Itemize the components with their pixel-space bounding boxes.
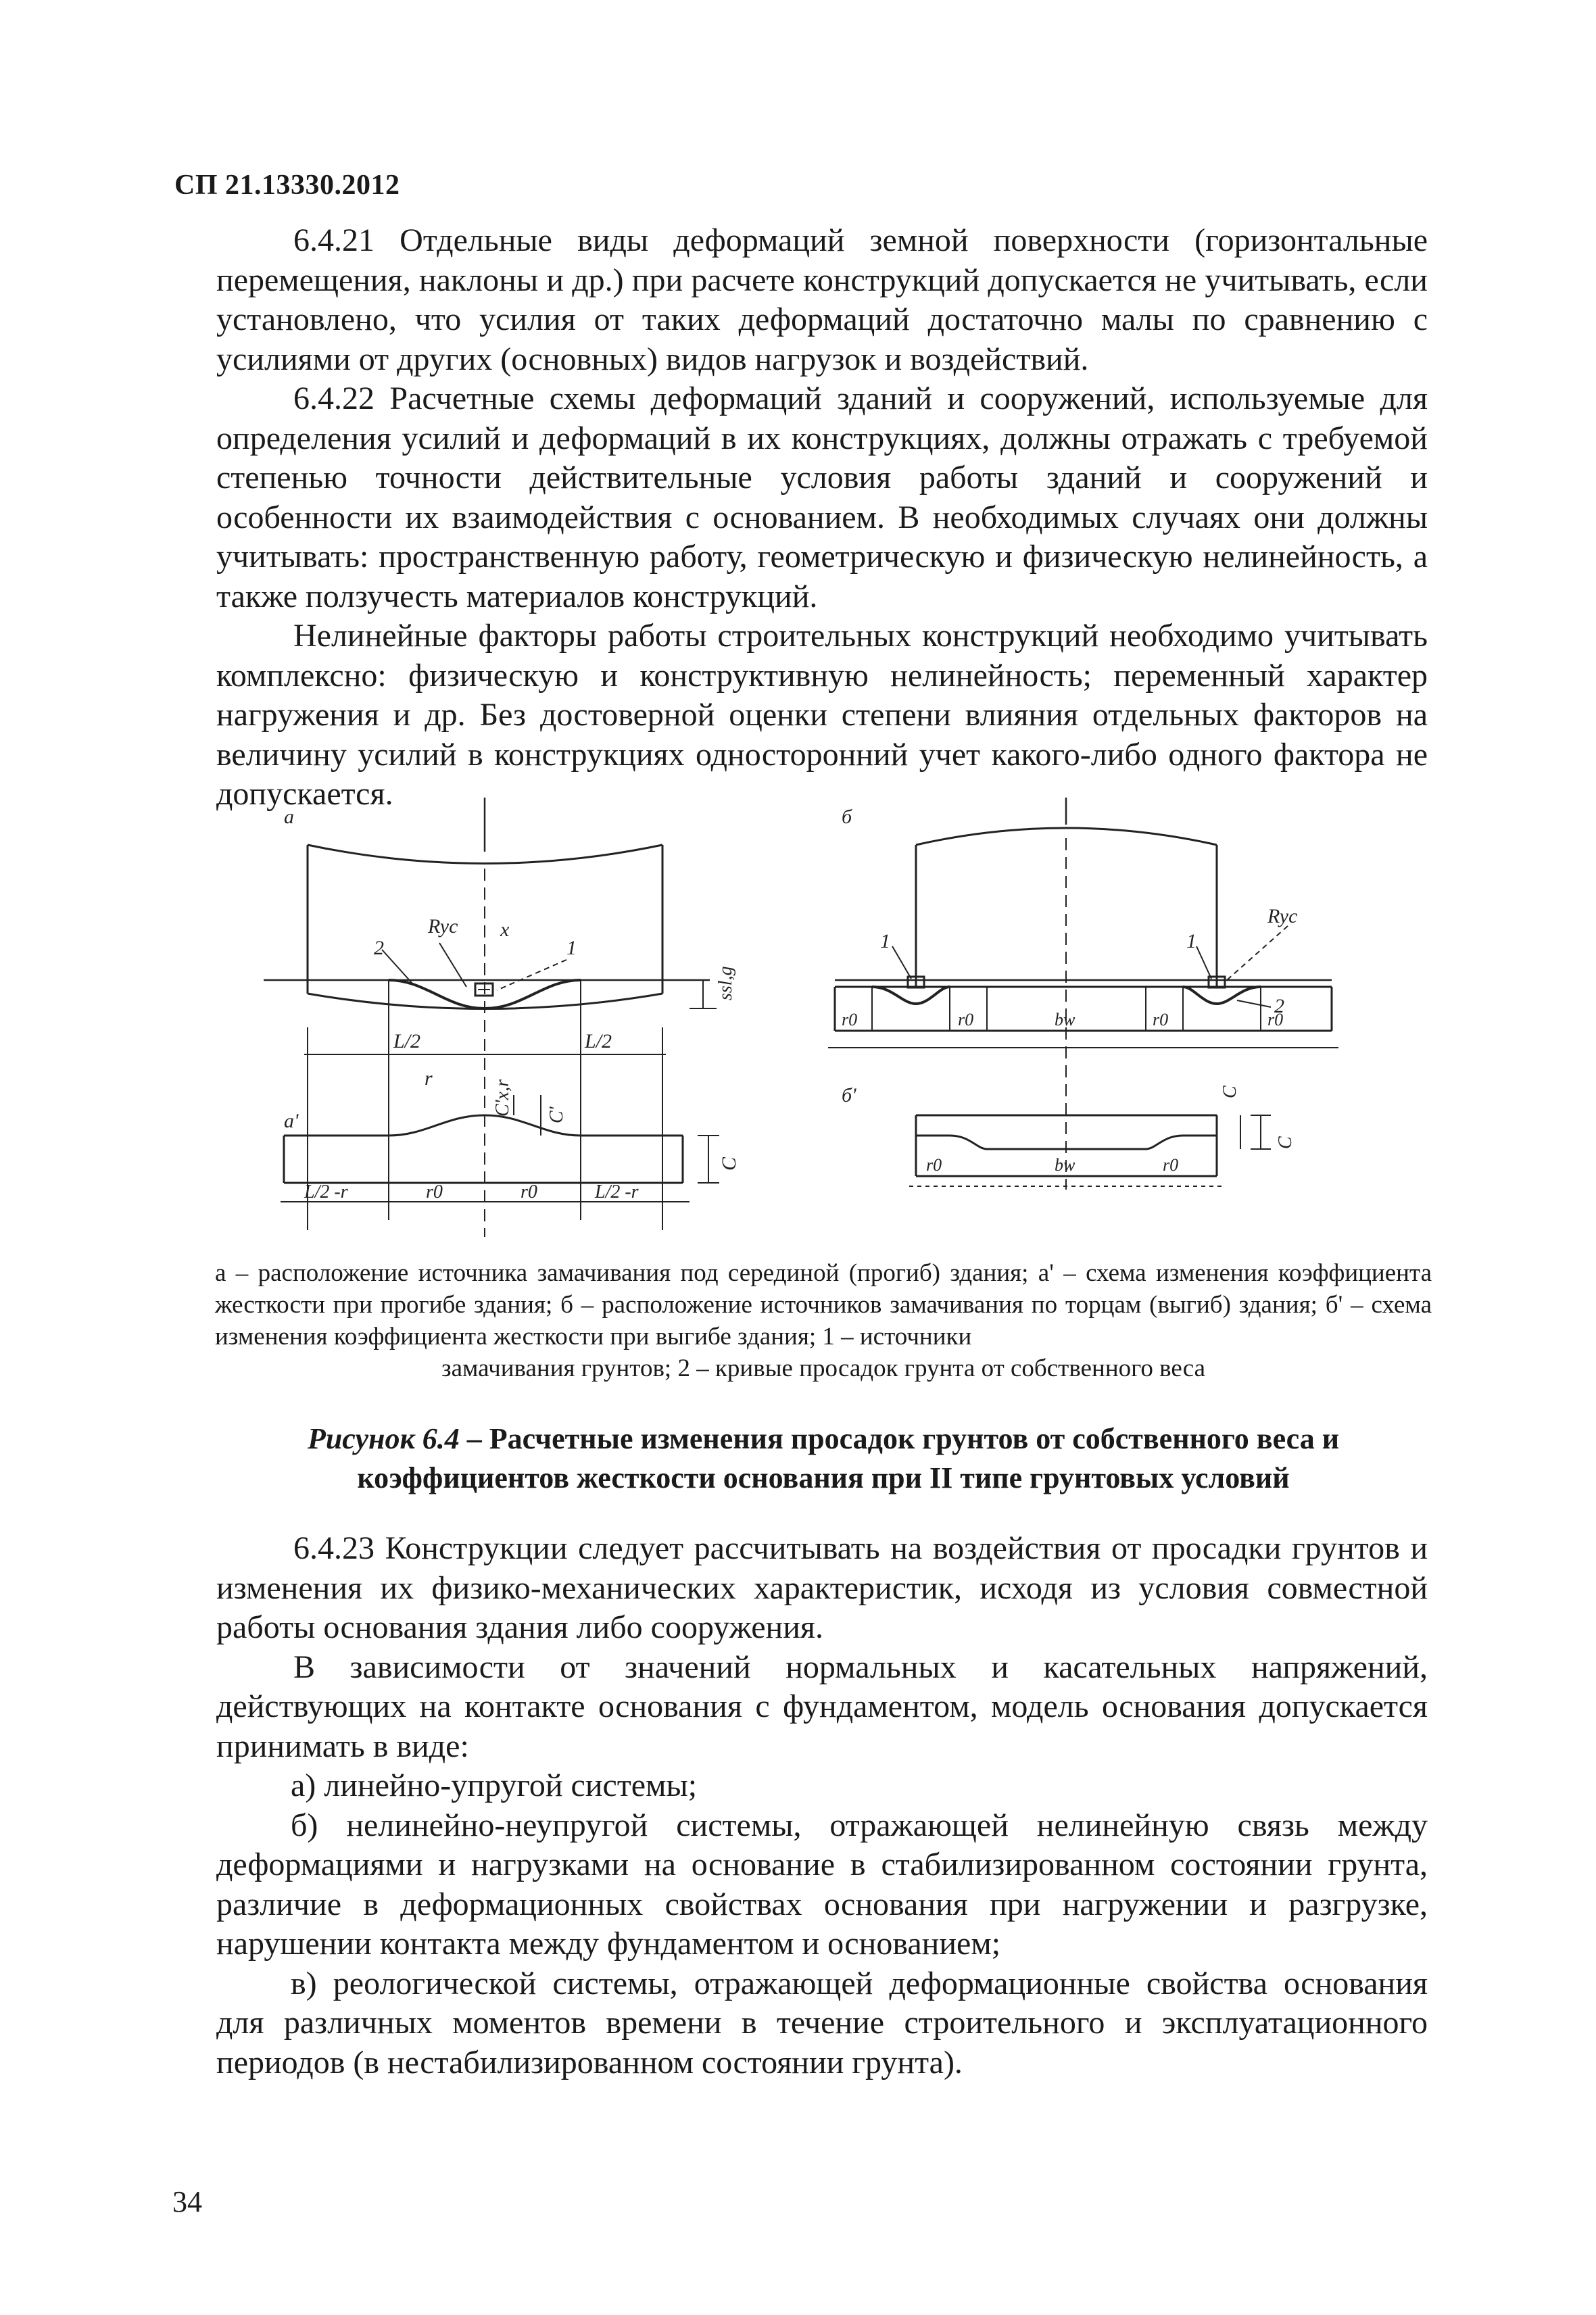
figure-6-4-diagram (243, 798, 1379, 1244)
label-b: б (842, 806, 852, 828)
label-cprime: C' (546, 1106, 567, 1123)
paragraph-base-model: В зависимости от значений нормальных и касательных напряжений, действующих на контакте основания с фундаментом, модель основания допускается принимать в виде: (216, 1649, 1428, 1764)
label-c-b1: C (1219, 1086, 1240, 1098)
figure-title-dash: – (459, 1422, 489, 1455)
label-r0-bp2: r0 (1163, 1155, 1179, 1175)
label-r: r (425, 1067, 433, 1090)
label-ssl-g: ssl,g (715, 966, 736, 1000)
body-text-top (216, 221, 1428, 814)
label-ryc-right: Ryc (1267, 905, 1298, 927)
figure-title-text: Расчетные изменения просадок грунтов от собственного веса и коэффициентов жесткости основания при II типе грунтовых условий (357, 1422, 1340, 1494)
label-c-b2: C (1275, 1136, 1296, 1149)
label-2: 2 (374, 937, 384, 959)
figure-title-label: Рисунок 6.4 (307, 1422, 460, 1455)
label-l2-left: L/2 (393, 1030, 421, 1052)
list-item-a: а) линейно-упругой системы; (291, 1768, 698, 1803)
list-item-b: б) нелинейно-неупругой системы, отражающей нелинейную связь между деформациями и нагрузками на основание в стабилизированном состоянии грунта, различие в деформационных свойствах основания при нагружении и разгрузке, нарушении контакта между фундаментом и основанием; (216, 1807, 1428, 1961)
label-l2-right: L/2 (585, 1030, 612, 1052)
figure-title (215, 1419, 1432, 1498)
label-1-left: 1 (880, 930, 890, 952)
diagram-b-prime (909, 1115, 1271, 1186)
label-r0-b2: r0 (958, 1010, 974, 1029)
caption-last-line: замачивания грунтов; 2 – кривые просадок грунта от собственного веса (441, 1355, 1206, 1382)
label-bw-b: bw (1055, 1010, 1075, 1029)
label-r0-bp1: r0 (926, 1155, 942, 1175)
diagram-b (828, 798, 1338, 1190)
list-item-v: в) реологической системы, отражающей деформационные свойства основания для различных моментов времени в течение строительного и эксплуатационного периодов (в нестабилизированном состоянии грунта). (216, 1965, 1428, 2080)
label-a-prime: а' (284, 1110, 299, 1132)
body-text-bottom (216, 1529, 1428, 2082)
label-l2r-right: L/2 -r (595, 1181, 639, 1202)
paragraph-nonlinear-factors: Нелинейные факторы работы строительных конструкций необходимо учитывать комплексно: физическую и конструктивную нелинейность; переменный характер нагружения и др. Без достоверной оценки степени влияния отдельных факторов на величину усилий в конструкциях односторонний учет какого-либо одного фактора не допускается. (216, 618, 1428, 812)
figure-caption (215, 1257, 1432, 1384)
label-cxr: C'x,r (492, 1079, 513, 1117)
label-l2r-left: L/2 -r (304, 1181, 348, 1202)
label-ryc: Ryc (428, 915, 458, 937)
label-1: 1 (566, 937, 577, 959)
label-r0-b4: r0 (1267, 1010, 1284, 1029)
label-bw-bp: bw (1055, 1155, 1075, 1175)
caption-main: а – расположение источника замачивания под серединой (прогиб) здания; а' – схема изменения коэффициента жесткости при прогибе здания; б – расположение источников замачивания по торцам (выгиб) здания; б' – схема изменения коэффициента жесткости при выгибе здания; 1 – источники (215, 1259, 1432, 1350)
label-r0-a2: r0 (521, 1181, 537, 1202)
label-r0-b1: r0 (842, 1010, 858, 1029)
label-b-prime: б' (842, 1084, 856, 1106)
paragraph-6-4-22: 6.4.22 Расчетные схемы деформаций зданий и сооружений, используемые для определения усилий и деформаций в их конструкциях, должны отражать с требуемой степенью точности действительные условия работы зданий и сооружений и особенности их взаимодействия с основанием. В необходимых случаях они должны учитывать: пространственную работу, геометрическую и физическую нелинейность, а также ползучесть материалов конструкций. (216, 381, 1428, 614)
label-a: а (284, 806, 294, 828)
label-2-right: 2 (1274, 995, 1284, 1017)
paragraph-6-4-21: 6.4.21 Отдельные виды деформаций земной поверхности (горизонтальные перемещения, наклоны и др.) при расчете конструкций допускается не учитывать, если установлено, что усилия от таких деформаций достаточно малы по сравнению с усилиями от других (основных) видов нагрузок и воздействий. (216, 222, 1428, 377)
label-r0-b3: r0 (1153, 1010, 1169, 1029)
label-c: C (718, 1156, 740, 1171)
label-r0-a1: r0 (426, 1181, 443, 1202)
document-id-header: СП 21.13330.2012 (174, 170, 400, 201)
deformation-schemes-svg (243, 798, 1379, 1244)
diagram-a (264, 798, 717, 1237)
label-x: x (500, 919, 510, 941)
label-1-right: 1 (1186, 930, 1196, 952)
paragraph-6-4-23: 6.4.23 Конструкции следует рассчитывать на воздействия от просадки грунтов и изменения их физико-механических характеристик, исходя из условия совместной работы основания здания либо сооружения. (216, 1530, 1428, 1645)
page-number: 34 (172, 2185, 202, 2218)
